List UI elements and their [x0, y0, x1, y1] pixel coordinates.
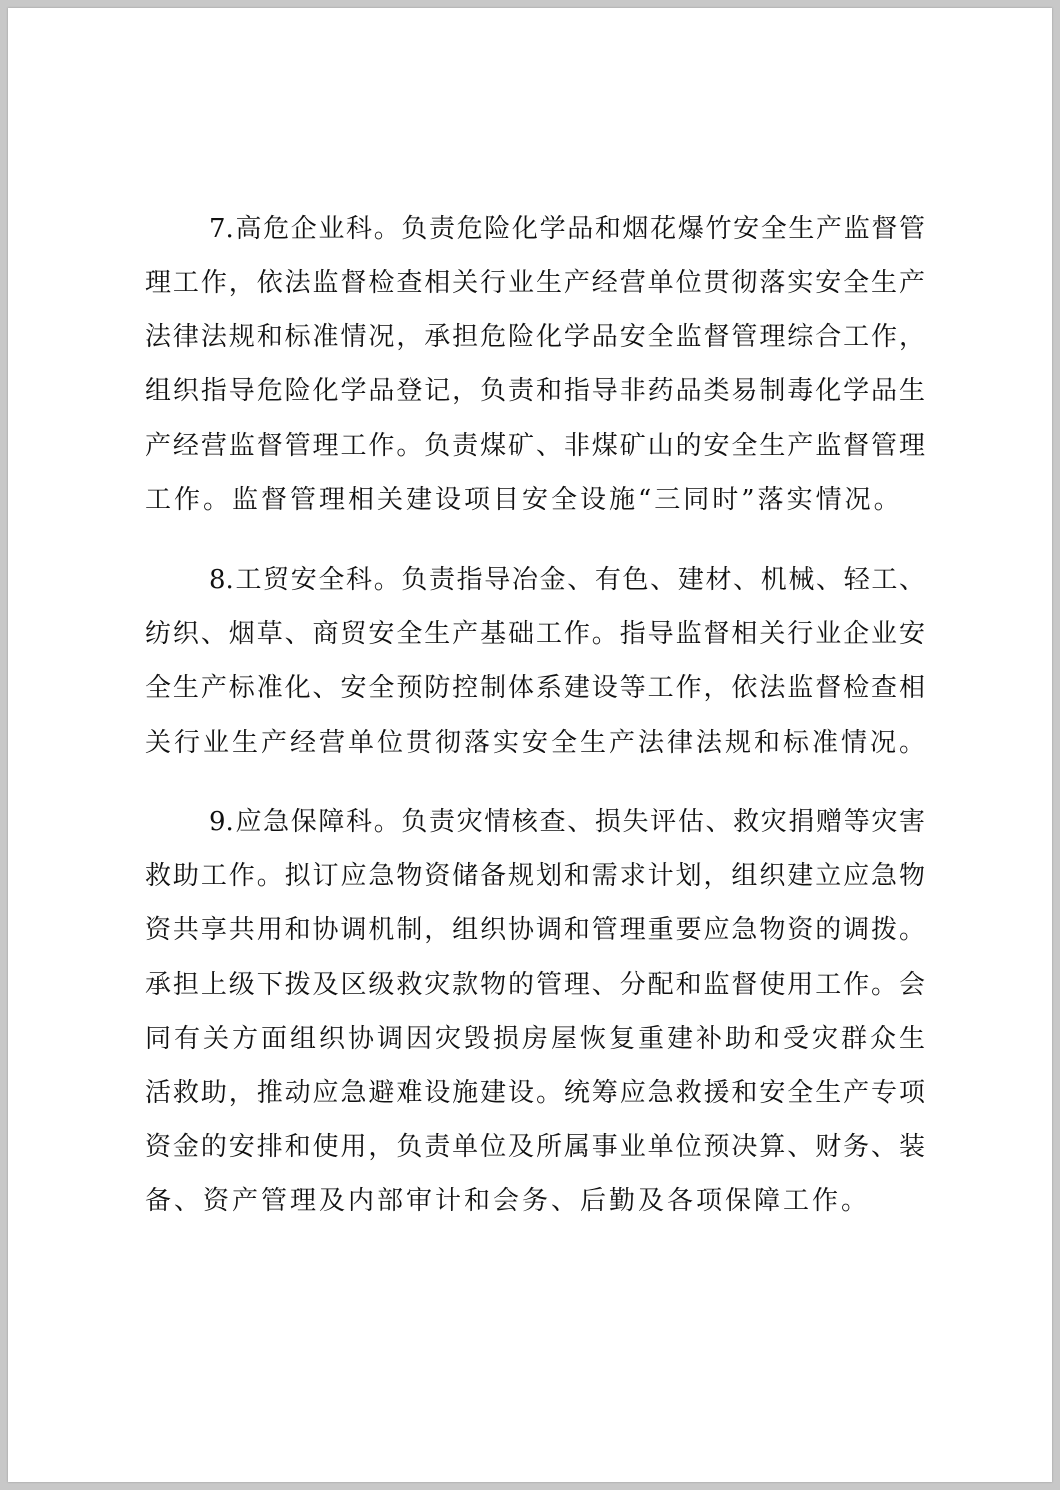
text-line: 组织指导危险化学品登记，负责和指导非药品类易制毒化学品生 [145, 376, 925, 406]
text-line: 产经营监督管理工作。负责煤矿、非煤矿山的安全生产监督管理 [145, 431, 925, 461]
text-line: 工作。监督管理相关建设项目安全设施“三同时”落实情况。 [145, 485, 903, 515]
text-line: 资共享共用和协调机制，组织协调和管理重要应急物资的调拨。 [145, 915, 925, 945]
text-line: 理工作，依法监督检查相关行业生产经营单位贯彻落实安全生产 [145, 268, 925, 298]
text-line: 备、资产管理及内部审计和会务、后勤及各项保障工作。 [145, 1186, 871, 1216]
text-line: 9.应急保障科。负责灾情核查、损失评估、救灾捐赠等灾害 [209, 807, 925, 837]
text-line: 关行业生产经营单位贯彻落实安全生产法律法规和标准情况。 [145, 728, 929, 758]
text-line: 7.高危企业科。负责危险化学品和烟花爆竹安全生产监督管 [209, 214, 925, 244]
text-line: 同有关方面组织协调因灾毁损房屋恢复重建补助和受灾群众生 [145, 1024, 925, 1054]
text-line: 纺织、烟草、商贸安全生产基础工作。指导监督相关行业企业安 [145, 619, 925, 649]
text-line: 法律法规和标准情况，承担危险化学品安全监督管理综合工作， [145, 322, 925, 352]
text-line: 8.工贸安全科。负责指导冶金、有色、建材、机械、轻工、 [209, 565, 925, 595]
text-line: 活救助，推动应急避难设施建设。统筹应急救援和安全生产专项 [145, 1078, 925, 1108]
text-line: 资金的安排和使用，负责单位及所属事业单位预决算、财务、装 [145, 1132, 925, 1162]
document-page [8, 8, 1052, 1482]
text-line: 全生产标准化、安全预防控制体系建设等工作，依法监督检查相 [145, 673, 925, 703]
text-line: 救助工作。拟订应急物资储备规划和需求计划，组织建立应急物 [145, 861, 925, 891]
text-line: 承担上级下拨及区级救灾款物的管理、分配和监督使用工作。会 [145, 970, 925, 1000]
